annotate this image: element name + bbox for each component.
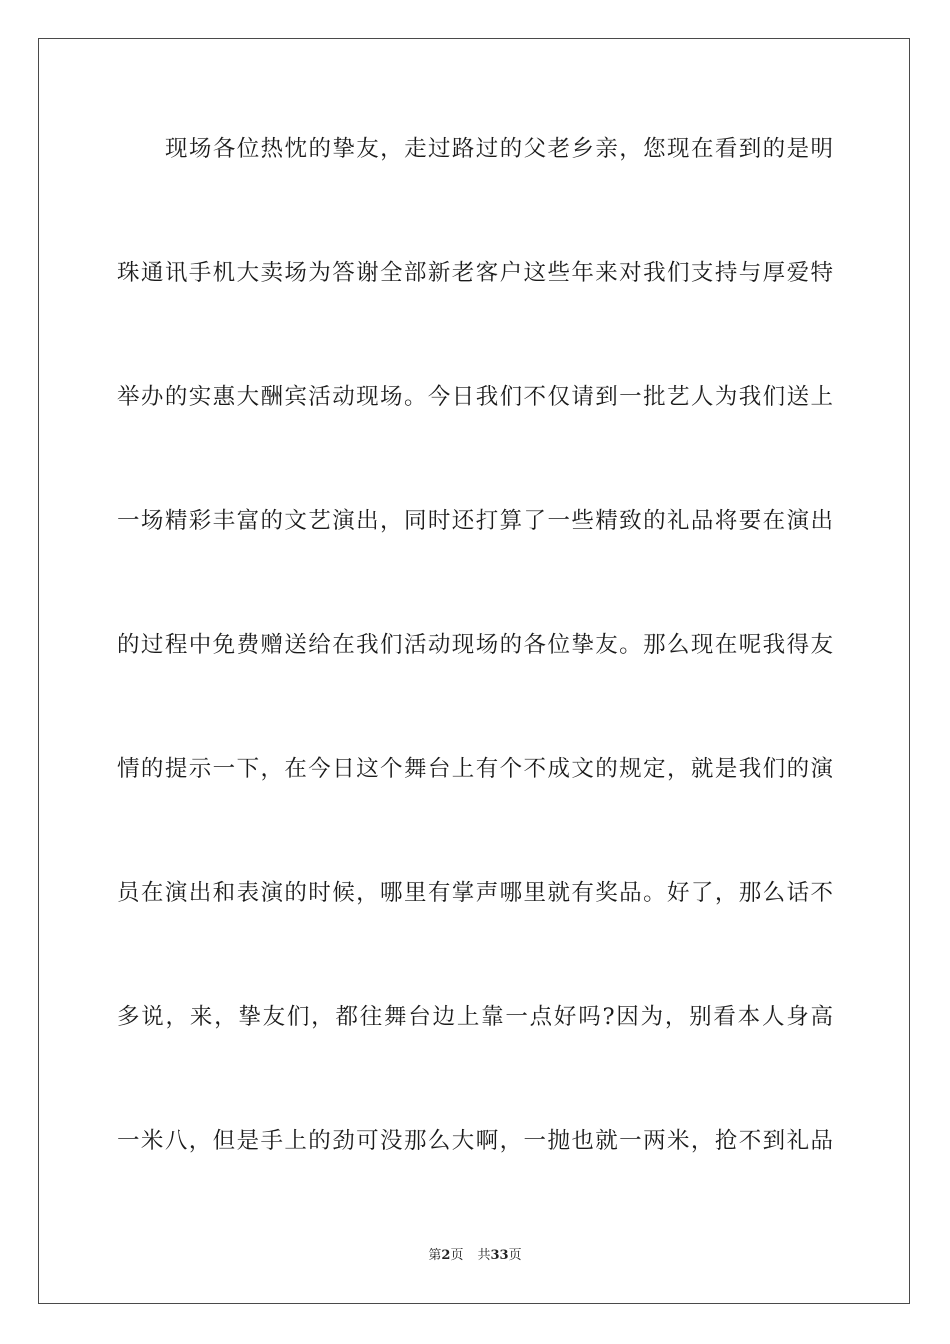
total-pages: 33 — [490, 1248, 509, 1263]
paragraph-line-4: 一场精彩丰富的文艺演出，同时还打算了一些精致的礼品将要在演出 — [117, 508, 833, 534]
paragraph-line-9: 一米八，但是手上的劲可没那么大啊，一抛也就一两米，抢不到礼品 — [117, 1128, 833, 1154]
total-prefix: 共 — [477, 1248, 491, 1263]
page-footer — [0, 1247, 950, 1265]
paragraph-line-6: 情的提示一下，在今日这个舞台上有个不成文的规定，就是我们的演 — [117, 756, 833, 782]
page-suffix: 页 — [450, 1248, 464, 1263]
page-prefix: 第 — [428, 1248, 442, 1263]
paragraph-line-8: 多说，来，挚友们，都往舞台边上靠一点好吗?因为，别看本人身高 — [117, 1004, 833, 1030]
paragraph-line-3: 举办的实惠大酬宾活动现场。今日我们不仅请到一批艺人为我们送上 — [117, 384, 833, 410]
page-number: 2 — [441, 1248, 451, 1263]
paragraph-line-7: 员在演出和表演的时候，哪里有掌声哪里就有奖品。好了，那么话不 — [117, 880, 833, 906]
paragraph-line-5: 的过程中免费赠送给在我们活动现场的各位挚友。那么现在呢我得友 — [117, 632, 833, 658]
paragraph-line-2: 珠通讯手机大卖场为答谢全部新老客户这些年来对我们支持与厚爱特 — [117, 260, 833, 286]
page-border — [38, 38, 910, 1304]
total-suffix: 页 — [508, 1248, 522, 1263]
paragraph-line-1: 现场各位热忱的挚友，走过路过的父老乡亲，您现在看到的是明 — [165, 136, 833, 162]
